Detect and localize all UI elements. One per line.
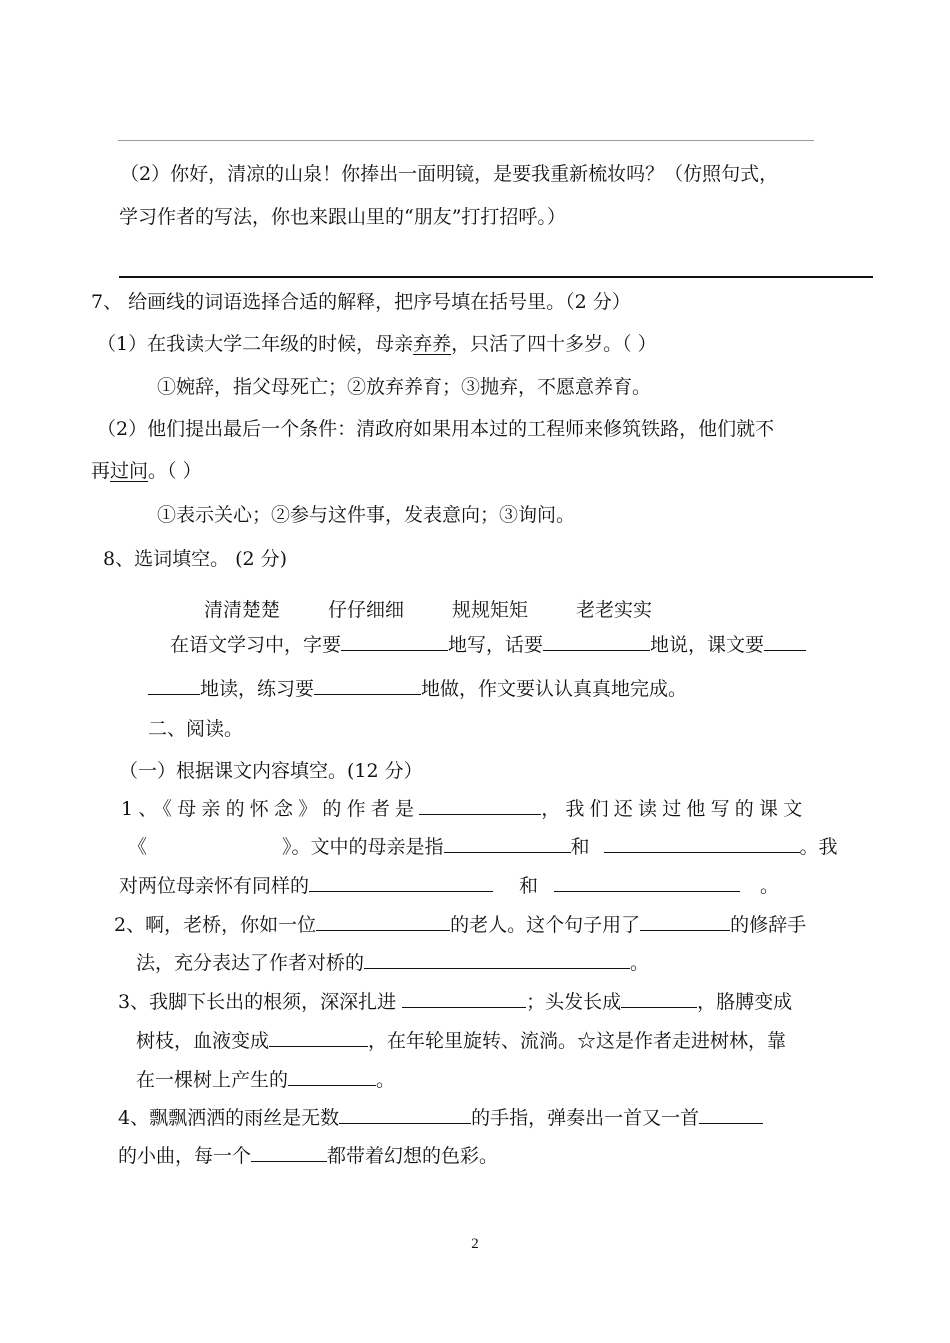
q7-underlined-word-2: 过问 [110, 460, 149, 482]
q7-options-1: ①婉辞，指父母死亡；②放弃养育；③抛弃，不愿意养育。 [157, 376, 652, 398]
fill-blank[interactable] [269, 1028, 368, 1047]
fill-blank[interactable] [640, 912, 730, 931]
fill-blank[interactable] [251, 1143, 327, 1162]
word-option: 仔仔细细 [328, 599, 405, 621]
fill-blank[interactable] [604, 834, 800, 853]
r1-line2: 《 》。文中的母亲是指 和 。我 [128, 836, 838, 858]
r4-line2: 的小曲，每一个 都带着幻想的色彩。 [118, 1145, 499, 1167]
fill-blank[interactable] [309, 873, 493, 892]
q7-options-2: ①表示关心；②参与这件事，发表意向；③询问。 [157, 504, 576, 526]
q8-heading: 8、选词填空。 (2 分) [103, 548, 288, 570]
word-option: 规规矩矩 [452, 599, 529, 621]
fill-blank[interactable] [543, 632, 650, 651]
word-option: 清清楚楚 [204, 599, 281, 621]
fill-blank[interactable] [288, 1067, 376, 1086]
answer-line-q6-2[interactable] [119, 276, 873, 278]
r2-line2: 法，充分表达了作者对桥的 。 [136, 952, 650, 974]
r4-line1: 4、飘飘洒洒的雨丝是无数 的手指，弹奏出一首又一首 [118, 1105, 763, 1130]
q6-2-line2: 学习作者的写法，你也来跟山里的“朋友”打打招呼。） [119, 206, 566, 228]
q7-underlined-word-1: 弃养 [413, 333, 452, 355]
r1-line3: 对两位母亲怀有同样的 和 。 [119, 875, 780, 897]
r3-line1: 3、我脚下长出的根须，深深扎进 ；头发长成 ，胳膊变成 [118, 991, 793, 1013]
q6-2-line1: （2）你好，清凉的山泉！你捧出一面明镜，是要我重新梳妆吗？（仿照句式， [120, 163, 779, 185]
word-option: 老老实实 [576, 599, 653, 621]
q7-sentence-1: （1）在我读大学二年级的时候，母亲弃养，只活了四十多岁。（ ） [97, 333, 657, 355]
fill-blank[interactable] [341, 632, 448, 651]
q7-heading: 7、 给画线的词语选择合适的解释，把序号填在括号里。（2 分） [91, 291, 631, 313]
fill-blank[interactable] [419, 796, 541, 815]
fill-blank[interactable] [364, 950, 630, 969]
fill-blank[interactable] [314, 676, 421, 695]
r3-line2: 树枝，血液变成 ，在年轮里旋转、流淌。☆这是作者走进树林，靠 [136, 1030, 787, 1052]
fill-blank[interactable] [444, 834, 571, 853]
r3-line3: 在一棵树上产生的 。 [136, 1069, 396, 1091]
r1-line1: 1、《母亲的怀念》的作者是 ，我们还读过他写的课文 [121, 798, 808, 820]
r2-line1: 2、啊，老桥，你如一位 的老人。这个句子用了 的修辞手 [114, 914, 807, 936]
fill-blank[interactable] [402, 989, 526, 1008]
fill-blank[interactable] [316, 912, 450, 931]
answer-line-top [118, 140, 814, 141]
q8-fill-line1: 在语文学习中，字要 地写，话要 地说，课文要 [170, 632, 806, 657]
q8-word-bank [204, 598, 652, 622]
section-2-subtitle: （一）根据课文内容填空。(12 分） [119, 760, 423, 782]
fill-blank[interactable] [339, 1105, 471, 1124]
q8-fill-line2: 地读，练习要 地做，作文要认认真真地完成。 [148, 676, 687, 701]
page-number: 2 [471, 1236, 479, 1252]
fill-blank[interactable] [554, 873, 740, 892]
q7-sentence-2-line1: （2）他们提出最后一个条件：清政府如果用本过的工程师来修筑铁路，他们就不 [97, 418, 775, 440]
fill-blank[interactable] [148, 676, 200, 695]
section-2-title: 二、阅读。 [148, 718, 244, 740]
fill-blank[interactable] [699, 1105, 763, 1124]
fill-blank[interactable] [621, 989, 697, 1008]
fill-blank[interactable] [764, 632, 806, 651]
q7-sentence-2-line2: 再过问。（ ） [91, 460, 202, 482]
